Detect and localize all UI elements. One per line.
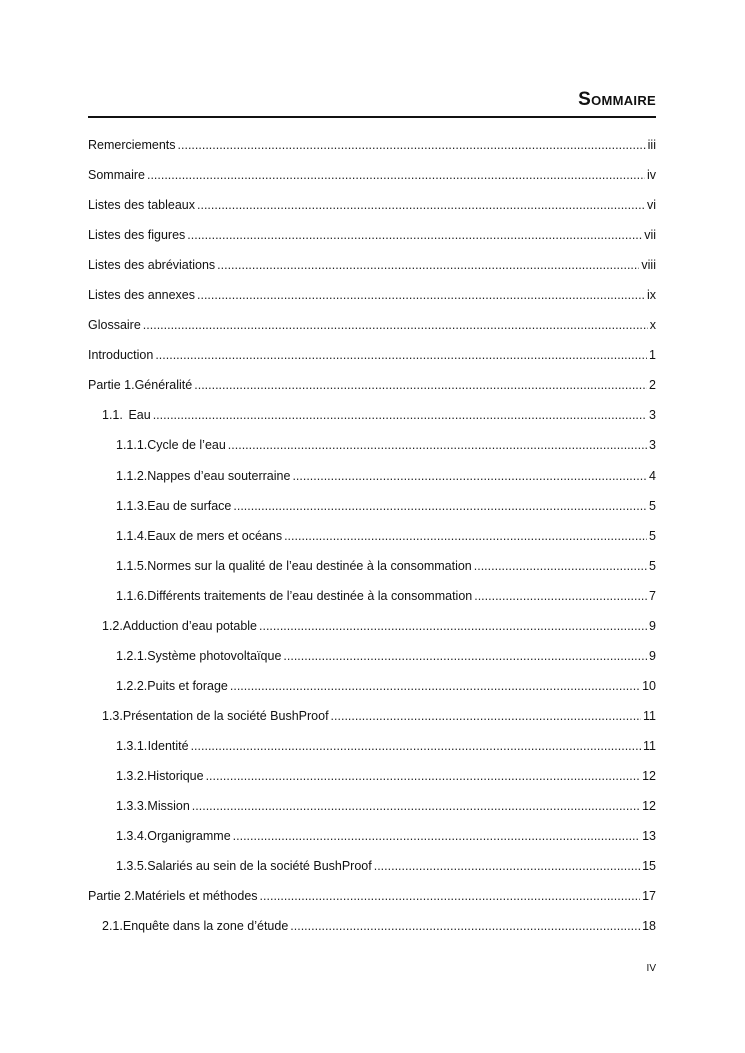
toc-entry[interactable] [88, 288, 656, 308]
toc-entry-label: Normes sur la qualité de l’eau destinée à la consommation [147, 558, 472, 573]
toc-entry-page: iv [646, 168, 656, 183]
toc-entry-number: 1.3.2. [116, 768, 148, 783]
toc-entry-page: 12 [642, 768, 656, 783]
toc-entry-number: 1.1.5. [116, 558, 148, 573]
table-of-contents [88, 138, 656, 949]
toc-entry-number: 1.2.2. [116, 678, 148, 693]
toc-entry-label: Listes des annexes [88, 288, 196, 303]
toc-entry-label: Sommaire [88, 168, 145, 183]
toc-entry[interactable] [88, 258, 656, 278]
toc-entry-page: 11 [643, 738, 656, 753]
toc-entry-label: Introduction [88, 348, 154, 363]
toc-entry[interactable] [88, 859, 656, 879]
dot-leader [228, 438, 647, 452]
dot-leader [187, 228, 642, 242]
toc-entry-label: Glossaire [88, 318, 141, 333]
toc-entry[interactable] [88, 619, 656, 639]
title-divider [88, 116, 656, 118]
toc-entry-page: 5 [649, 558, 656, 573]
dot-leader [474, 589, 647, 603]
toc-entry-label: Enquête dans la zone d’étude [122, 919, 289, 934]
toc-entry-page: x [649, 318, 656, 333]
toc-entry-page: 4 [649, 468, 656, 483]
toc-entry[interactable] [88, 589, 656, 609]
dot-leader [284, 529, 647, 543]
toc-entry-number: 1.1.2. [116, 468, 148, 483]
toc-entry[interactable] [88, 438, 656, 458]
page-title: Sommaire [578, 89, 656, 110]
toc-entry-page: ix [646, 288, 656, 303]
toc-entry-page: 5 [649, 498, 656, 513]
dot-leader [292, 469, 647, 483]
dot-leader [283, 649, 647, 663]
toc-entry-label: Eau de surface [147, 498, 232, 513]
toc-entry-label: Salariés au sein de la société BushProof [147, 859, 372, 874]
toc-entry-page: 17 [642, 889, 656, 904]
toc-entry-page: 15 [642, 859, 656, 874]
toc-entry-label: Cycle de l’eau [147, 438, 226, 453]
toc-entry[interactable] [88, 559, 656, 579]
toc-entry-label: Nappes d’eau souterraine [147, 468, 291, 483]
dot-leader [155, 348, 647, 362]
dot-leader [260, 889, 641, 903]
toc-entry[interactable] [88, 739, 656, 759]
toc-entry[interactable] [88, 769, 656, 789]
toc-entry-number: 1.2.1. [116, 648, 148, 663]
toc-entry[interactable] [88, 919, 656, 939]
toc-entry-label: Remerciements [88, 138, 176, 152]
toc-entry-page: 7 [649, 588, 656, 603]
toc-entry-page: 13 [642, 829, 656, 844]
dot-leader [474, 559, 647, 573]
toc-entry[interactable] [88, 829, 656, 849]
dot-leader [147, 168, 645, 182]
toc-entry[interactable] [88, 168, 656, 188]
toc-entry-page: iii [647, 138, 656, 152]
toc-entry-label: Adduction d’eau potable [122, 618, 257, 633]
toc-entry-label: Puits et forage [147, 678, 228, 693]
toc-entry[interactable] [88, 889, 656, 909]
toc-entry-number: 1.3.5. [116, 859, 148, 874]
dot-leader [233, 499, 647, 513]
toc-entry-page: 3 [649, 438, 656, 453]
toc-entry-page: 3 [649, 408, 656, 423]
toc-entry-page: 9 [649, 618, 656, 633]
dot-leader [197, 198, 645, 212]
dot-leader [259, 619, 647, 633]
dot-leader [233, 829, 640, 843]
toc-entry[interactable] [88, 679, 656, 699]
toc-entry-number: 1.2. [102, 618, 123, 633]
toc-entry-label: Eaux de mers et océans [147, 528, 283, 543]
dot-leader [197, 288, 645, 302]
toc-entry-page: 11 [643, 708, 656, 723]
toc-entry-page: 9 [649, 648, 656, 663]
toc-entry-label: Identité [147, 738, 189, 753]
toc-entry-page: 18 [642, 919, 656, 934]
toc-entry-label: Généralité [134, 378, 193, 393]
toc-entry-page: vii [644, 228, 656, 243]
toc-entry-label: Mission [147, 799, 190, 814]
toc-entry-page: 12 [642, 799, 656, 814]
toc-entry-label: Listes des figures [88, 228, 186, 243]
toc-entry-number: 1.1.3. [116, 498, 148, 513]
toc-entry[interactable] [88, 228, 656, 248]
toc-entry-page: vi [646, 198, 656, 213]
toc-entry-number: 1.1.1. [116, 438, 148, 453]
toc-entry-number: Partie 2. [88, 889, 135, 904]
dot-leader [374, 859, 640, 873]
toc-entry[interactable] [88, 378, 656, 398]
page-number-footer: IV [646, 963, 656, 974]
dot-leader [331, 709, 641, 723]
toc-entry-number: 1.1.4. [116, 528, 148, 543]
toc-entry[interactable] [88, 318, 656, 338]
toc-entry-page: 10 [642, 678, 656, 693]
toc-entry[interactable] [88, 709, 656, 729]
toc-entry-page: 5 [649, 528, 656, 543]
toc-entry-page: 1 [649, 348, 656, 363]
toc-entry-number: 1.1. [102, 408, 123, 423]
dot-leader [143, 318, 648, 332]
toc-entry[interactable] [88, 649, 656, 669]
dot-leader [192, 799, 640, 813]
toc-entry[interactable] [88, 469, 656, 489]
dot-leader [178, 138, 646, 152]
toc-entry-label: Eau [128, 408, 151, 423]
toc-entry-page: 2 [649, 378, 656, 393]
toc-entry-label: Listes des abréviations [88, 258, 216, 273]
toc-entry-label: Historique [147, 768, 204, 783]
toc-entry-number: 1.3.1. [116, 738, 148, 753]
dot-leader [191, 739, 641, 753]
toc-entry-number: 2.1. [102, 919, 123, 934]
toc-entry-page: viii [641, 258, 656, 273]
toc-entry-number: 1.1.6. [116, 588, 148, 603]
toc-entry[interactable] [88, 348, 656, 368]
toc-entry[interactable] [88, 138, 656, 158]
toc-entry[interactable] [88, 198, 656, 218]
toc-entry[interactable] [88, 408, 656, 428]
toc-entry-number: 1.3. [102, 708, 123, 723]
toc-entry-number: Partie 1. [88, 378, 135, 393]
toc-entry[interactable] [88, 499, 656, 519]
dot-leader [206, 769, 641, 783]
toc-entry-number: 1.3.3. [116, 799, 148, 814]
dot-leader [194, 378, 647, 392]
toc-entry-label: Organigramme [147, 829, 231, 844]
toc-entry-label: Différents traitements de l’eau destinée à la consommation [147, 588, 473, 603]
toc-entry[interactable] [88, 799, 656, 819]
dot-leader [217, 258, 639, 272]
toc-entry-label: Listes des tableaux [88, 198, 196, 213]
dot-leader [153, 408, 647, 422]
toc-entry-label: Matériels et méthodes [134, 889, 258, 904]
toc-entry-number: 1.3.4. [116, 829, 148, 844]
toc-entry[interactable] [88, 529, 656, 549]
dot-leader [230, 679, 640, 693]
toc-entry-label: Système photovoltaïque [147, 648, 282, 663]
dot-leader [290, 919, 640, 933]
toc-entry-label: Présentation de la société BushProof [122, 708, 329, 723]
